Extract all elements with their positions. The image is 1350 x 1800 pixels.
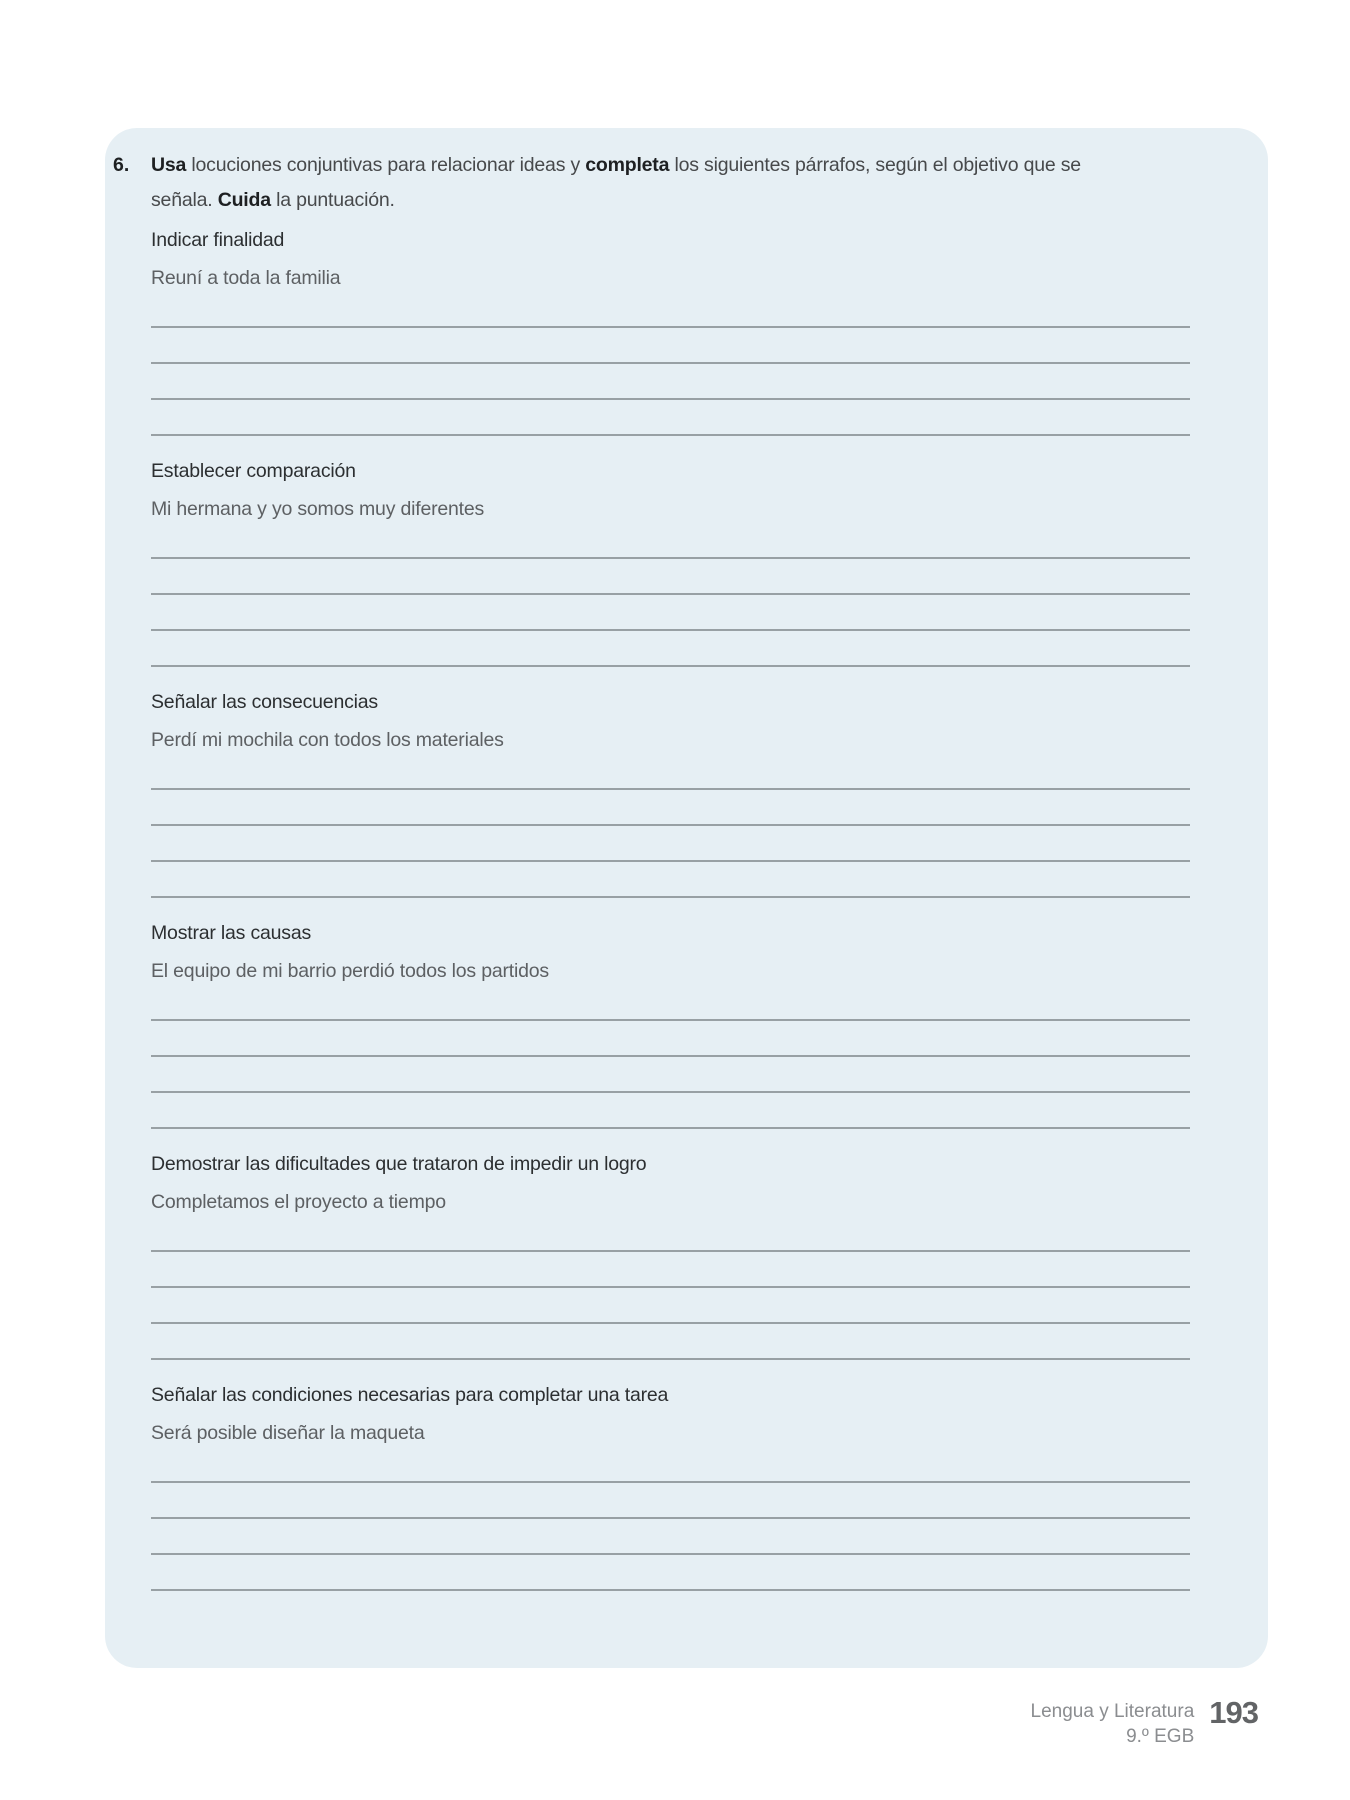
footer-labels — [1031, 1699, 1195, 1749]
section-indicar-finalidad — [151, 226, 1190, 436]
section-prompt: Completamos el proyecto a tiempo — [151, 1191, 446, 1213]
writing-line — [151, 364, 1190, 400]
writing-line — [151, 292, 1190, 328]
section-prompt: Será posible diseñar la maqueta — [151, 1422, 425, 1444]
page-number: 193 — [1209, 1695, 1258, 1730]
writing-line — [151, 1288, 1190, 1324]
section-heading: Establecer comparación — [151, 460, 356, 482]
writing-lines — [151, 754, 1190, 898]
section-heading: Señalar las consecuencias — [151, 691, 378, 713]
writing-line — [151, 1324, 1190, 1360]
writing-lines — [151, 1216, 1190, 1360]
instruction-bold-completa: completa — [585, 154, 670, 176]
writing-line — [151, 1555, 1190, 1591]
writing-line — [151, 826, 1190, 862]
writing-line — [151, 1519, 1190, 1555]
section-heading: Mostrar las causas — [151, 922, 312, 944]
section-heading: Demostrar las dificultades que trataron de impedir un logro — [151, 1153, 647, 1175]
instruction-text-3: la puntuación. — [270, 188, 395, 211]
writing-line — [151, 595, 1190, 631]
writing-line — [151, 862, 1190, 898]
section-heading: Indicar finalidad — [151, 229, 285, 251]
writing-line — [151, 1447, 1190, 1483]
section-prompt: El equipo de mi barrio perdió todos los partidos — [151, 960, 549, 982]
instruction-bold-usa: Usa — [151, 154, 187, 176]
section-senalar-condiciones — [151, 1381, 1190, 1591]
writing-lines — [151, 985, 1190, 1129]
writing-line — [151, 631, 1190, 667]
writing-line — [151, 1093, 1190, 1129]
writing-line — [151, 1021, 1190, 1057]
exercise-intro — [113, 148, 1190, 217]
section-heading: Señalar las condiciones necesarias para completar una tarea — [151, 1384, 669, 1406]
footer-grade: 9.º EGB — [1126, 1726, 1195, 1747]
section-prompt: Reuní a toda la familia — [151, 267, 341, 289]
writing-lines — [151, 1447, 1190, 1591]
section-establecer-comparacion — [151, 457, 1190, 667]
exercise-instructions — [151, 148, 1101, 217]
instruction-text-2: los siguientes párrafos, según el objetivo que se señala. — [151, 154, 1081, 211]
page-footer — [1031, 1697, 1258, 1749]
writing-line — [151, 328, 1190, 364]
writing-line — [151, 985, 1190, 1021]
section-prompt: Mi hermana y yo somos muy diferentes — [151, 498, 485, 520]
footer-subject: Lengua y Literatura — [1030, 1701, 1195, 1722]
instruction-bold-cuida: Cuida — [217, 188, 271, 211]
writing-lines — [151, 292, 1190, 436]
writing-line — [151, 523, 1190, 559]
writing-line — [151, 1252, 1190, 1288]
section-demostrar-dificultades — [151, 1150, 1190, 1360]
writing-line — [151, 754, 1190, 790]
exercise-panel — [105, 128, 1268, 1668]
writing-lines — [151, 523, 1190, 667]
instruction-text-1: locuciones conjuntivas para relacionar ideas y — [186, 154, 586, 176]
exercise-number: 6. — [113, 154, 130, 176]
section-mostrar-causas — [151, 919, 1190, 1129]
section-prompt: Perdí mi mochila con todos los materiales — [151, 729, 504, 751]
writing-line — [151, 1216, 1190, 1252]
writing-line — [151, 1057, 1190, 1093]
writing-line — [151, 400, 1190, 436]
writing-line — [151, 790, 1190, 826]
section-senalar-consecuencias — [151, 688, 1190, 898]
writing-line — [151, 559, 1190, 595]
writing-line — [151, 1483, 1190, 1519]
